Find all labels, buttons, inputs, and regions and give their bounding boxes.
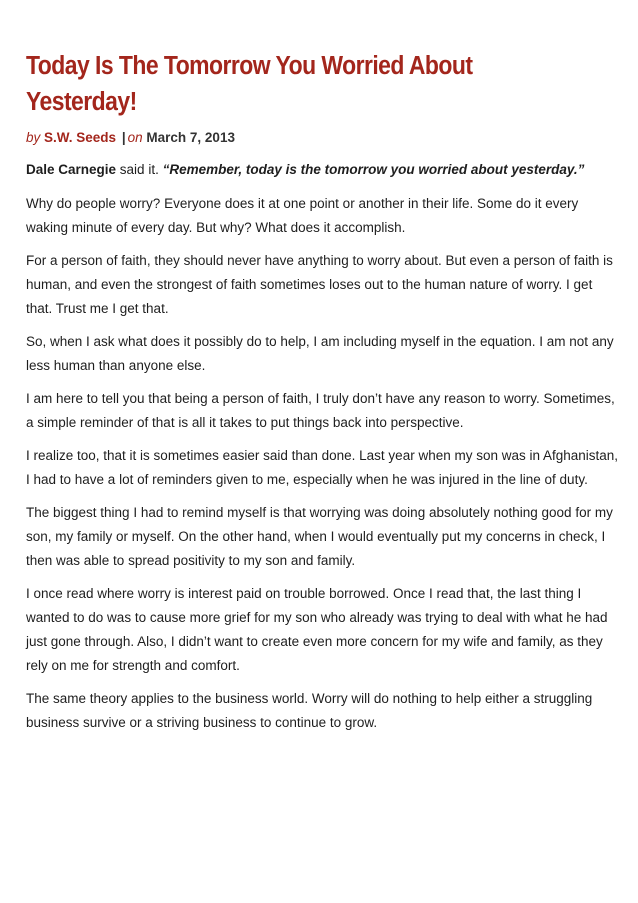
article-body <box>26 192 620 735</box>
paragraph: For a person of faith, they should never have anything to worry about. But even a person of faith is human, and even the strongest of faith sometimes loses out to the human nature of worry. I get that. Trust me I get that. <box>26 253 613 316</box>
byline-on-label: on <box>127 130 143 145</box>
intro-said: said it. <box>116 162 163 177</box>
paragraph: The biggest thing I had to remind myself is that worrying was doing absolutely nothing good for my son, my family or myself. On the other hand, when I would eventually put my concerns in check, I then was able to spread positivity to my son and family. <box>26 505 613 568</box>
paragraph: I once read where worry is interest paid on trouble borrowed. Once I read that, the last thing I wanted to do was to cause more grief for my son who already was trying to deal with what he had just gone through. Also, I didn’t want to create even more concern for my wife and family, as they rely on me for strength and comfort. <box>26 586 608 673</box>
author-link[interactable]: S.W. Seeds <box>44 130 117 145</box>
byline <box>26 129 620 147</box>
paragraph: So, when I ask what does it possibly do to help, I am including myself in the equation. I am not any less human than anyone else. <box>26 334 614 373</box>
quote-text: “Remember, today is the tomorrow you worried about yesterday.” <box>162 162 585 177</box>
intro-quote <box>26 160 620 179</box>
publish-date: March 7, 2013 <box>146 130 235 145</box>
article-title: Today Is The Tomorrow You Worried About Yesterday! <box>26 52 473 116</box>
paragraph: I realize too, that it is sometimes easier said than done. Last year when my son was in Afghanistan, I had to have a lot of reminders given to me, especially when he was injured in the line of duty. <box>26 448 619 487</box>
byline-by-label: by <box>26 130 41 145</box>
byline-separator: | <box>121 130 126 145</box>
paragraph: The same theory applies to the business world. Worry will do nothing to help either a struggling business survive or a striving business to continue to grow. <box>26 691 593 730</box>
article <box>26 48 620 735</box>
paragraph: I am here to tell you that being a person of faith, I truly don’t have any reason to worry. Sometimes, a simple reminder of that is all it takes to put things back into perspective. <box>26 391 615 430</box>
paragraph: Why do people worry? Everyone does it at one point or another in their life. Some do it every waking minute of every day. But why? What does it accomplish. <box>26 196 579 235</box>
quoted-person: Dale Carnegie <box>26 162 117 177</box>
